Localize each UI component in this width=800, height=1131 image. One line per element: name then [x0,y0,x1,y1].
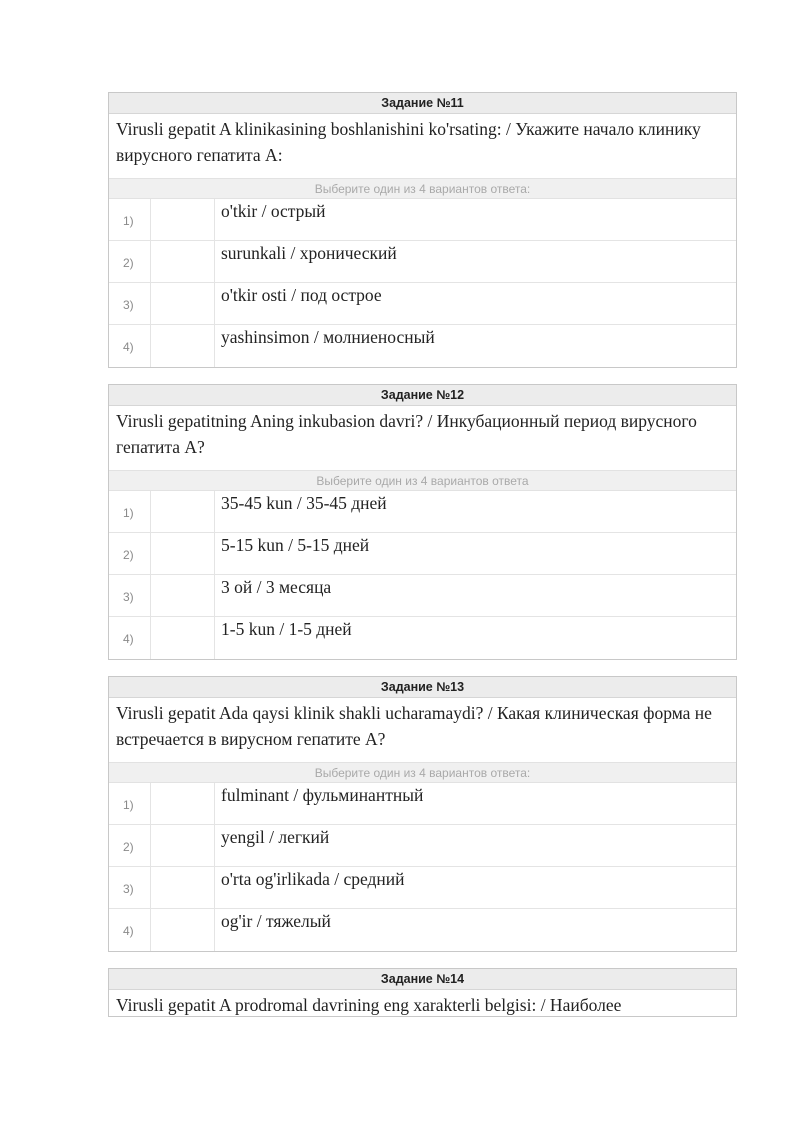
task-card [108,676,737,952]
answer-option[interactable] [109,325,736,367]
answer-option[interactable] [109,825,736,867]
answer-instruction: Выберите один из 4 вариантов ответа: [109,178,736,199]
answer-option[interactable] [109,241,736,283]
answer-option[interactable] [109,199,736,241]
answer-text: o'rta og'irlikada / средний [221,869,405,889]
answer-number: 3) [109,575,151,616]
answer-number: 4) [109,909,151,951]
answer-number: 1) [109,491,151,532]
answer-option[interactable] [109,533,736,575]
answer-option[interactable] [109,575,736,617]
task-header: Задание №11 [109,93,736,114]
answer-number: 2) [109,825,151,866]
answer-mark-cell[interactable] [151,825,215,866]
answer-instruction: Выберите один из 4 вариантов ответа: [109,762,736,783]
answer-option[interactable] [109,491,736,533]
answer-mark-cell[interactable] [151,867,215,908]
answer-text: yashinsimon / молниеносный [221,327,435,347]
answer-text: 35-45 kun / 35-45 дней [221,493,387,513]
answer-mark-cell[interactable] [151,241,215,282]
answer-list [109,783,736,951]
answer-text: fulminant / фульминантный [221,785,424,805]
answer-text: 3 ой / 3 месяца [221,577,332,597]
answer-mark-cell[interactable] [151,909,215,951]
answer-mark-cell[interactable] [151,325,215,367]
answer-mark-cell[interactable] [151,575,215,616]
answer-option[interactable] [109,909,736,951]
answer-text: 5-15 kun / 5-15 дней [221,535,370,555]
answer-list [109,491,736,659]
answer-text: yengil / легкий [221,827,330,847]
task-header: Задание №14 [109,969,736,990]
answer-mark-cell[interactable] [151,283,215,324]
answer-option[interactable] [109,867,736,909]
question-text: Virusli gepatit A klinikasining boshlanishini ko'rsating: / Укажите начало клинику вирусного гепатита А: [116,119,701,165]
answer-option[interactable] [109,283,736,325]
answer-mark-cell[interactable] [151,199,215,240]
answer-mark-cell[interactable] [151,533,215,574]
answer-option[interactable] [109,783,736,825]
answer-text: og'ir / тяжелый [221,911,331,931]
task-header: Задание №12 [109,385,736,406]
answer-number: 4) [109,325,151,367]
question-text: Virusli gepatitning Aning inkubasion davri? / Инкубационный период вирусного гепатита А? [116,411,697,457]
answer-mark-cell[interactable] [151,783,215,824]
answer-number: 2) [109,533,151,574]
answer-number: 4) [109,617,151,659]
answer-number: 3) [109,867,151,908]
answer-instruction: Выберите один из 4 вариантов ответа [109,470,736,491]
answer-mark-cell[interactable] [151,491,215,532]
question-text: Virusli gepatit Ada qaysi klinik shakli ucharamaydi? / Какая клиническая форма не встречается в вирусном гепатите А? [116,703,712,749]
answer-text: o'tkir osti / под острое [221,285,382,305]
answer-number: 1) [109,783,151,824]
answer-option[interactable] [109,617,736,659]
answer-number: 2) [109,241,151,282]
answer-list [109,199,736,367]
answer-mark-cell[interactable] [151,617,215,659]
task-card [108,384,737,660]
answer-text: surunkali / хронический [221,243,397,263]
task-card [108,92,737,368]
answer-text: o'tkir / острый [221,201,326,221]
question-text: Virusli gepatit A prodromal davrining eng xarakterli belgisi: / Наиболее [116,995,622,1015]
task-header: Задание №13 [109,677,736,698]
task-card [108,968,737,1017]
answer-number: 3) [109,283,151,324]
answer-text: 1-5 kun / 1-5 дней [221,619,352,639]
answer-number: 1) [109,199,151,240]
